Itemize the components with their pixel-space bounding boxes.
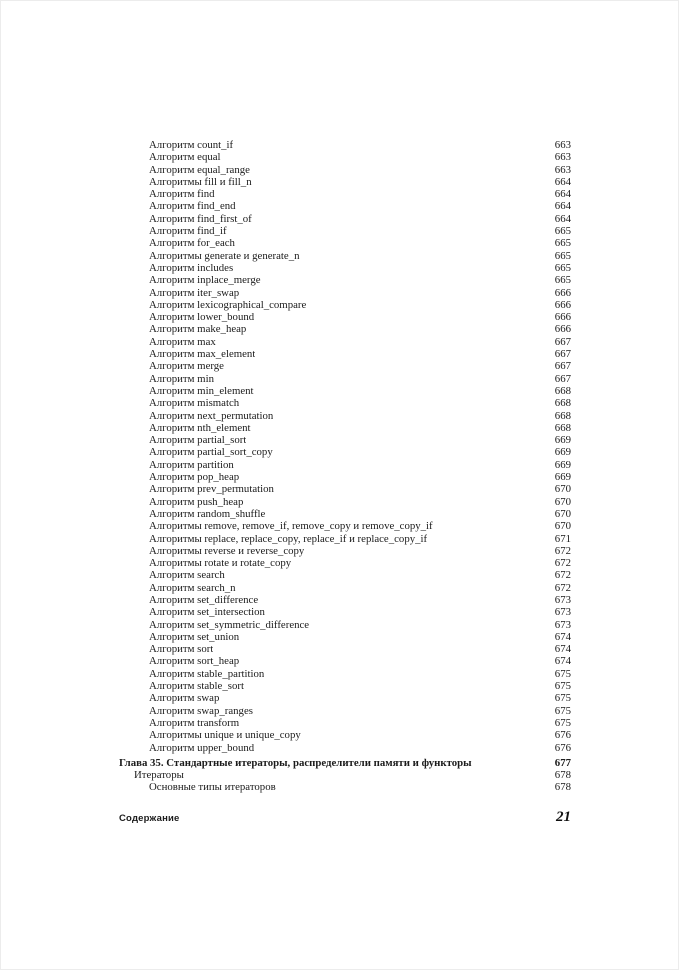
toc-entry-title: Алгоритм next_permutation (149, 409, 274, 422)
toc-entry-title: Алгоритм mismatch (149, 397, 240, 410)
toc-entry (119, 606, 571, 618)
toc-entry (119, 483, 571, 495)
toc-entry-title: Алгоритм find_if (149, 225, 227, 238)
toc-entry (119, 323, 571, 335)
toc-entry-title: Алгоритм lexicographical_compare (149, 298, 307, 311)
toc-entry-title: Алгоритм search (149, 569, 225, 582)
toc-entry-title: Алгоритм set_difference (149, 593, 259, 606)
toc-entry (119, 287, 571, 299)
toc-entry-title: Алгоритм sort_heap (149, 655, 240, 668)
toc-entry-page-number: 664 (554, 175, 571, 188)
toc-entry-title: Алгоритм equal_range (149, 163, 250, 176)
toc-entry-page-number: 666 (554, 286, 571, 299)
toc-entry-page-number: 663 (554, 139, 571, 151)
toc-entry-page-number: 670 (554, 483, 571, 496)
toc-entry-title: Алгоритм prev_permutation (149, 483, 274, 496)
toc-entry-title: Алгоритм for_each (149, 237, 235, 250)
toc-entry-page-number: 665 (554, 274, 571, 287)
toc-entry-page-number: 669 (554, 434, 571, 447)
toc-entry-page-number: 675 (554, 704, 571, 717)
toc-entry (119, 200, 571, 212)
toc-entry-page-number: 671 (554, 532, 571, 545)
toc-entry (119, 769, 571, 781)
toc-entry-title: Алгоритмы fill и fill_n (149, 175, 252, 188)
toc-entry-page-number: 668 (554, 397, 571, 410)
toc-entry-page-number: 675 (554, 680, 571, 693)
toc-entry-title: Алгоритмы unique и unique_copy (149, 729, 301, 742)
toc-entry-title: Алгоритм stable_partition (149, 667, 265, 680)
toc-entry-page-number: 670 (554, 507, 571, 520)
toc-entry (119, 655, 571, 667)
toc-entry (119, 348, 571, 360)
toc-entry (119, 545, 571, 557)
toc-entry-page-number: 678 (554, 781, 571, 794)
toc-entry-page-number: 664 (554, 212, 571, 225)
toc-entry-page-number: 677 (554, 756, 571, 769)
toc-entry-title: Глава 35. Стандартные итераторы, распределители памяти и функторы (119, 756, 472, 769)
toc-entry (119, 237, 571, 249)
toc-entry-title: Алгоритм set_union (149, 630, 240, 643)
toc-entry (119, 569, 571, 581)
toc-entry-page-number: 672 (554, 581, 571, 594)
toc-entry-title: Алгоритм make_heap (149, 323, 247, 336)
toc-entry (119, 594, 571, 606)
toc-entry-title: Алгоритм count_if (149, 139, 234, 151)
toc-entry (119, 643, 571, 655)
toc-entry (119, 139, 571, 151)
toc-entry (119, 471, 571, 483)
toc-entry-title: Алгоритм iter_swap (149, 286, 240, 299)
toc-entry-page-number: 666 (554, 311, 571, 324)
toc-entry (119, 717, 571, 729)
toc-entry-title: Алгоритм swap_ranges (149, 704, 253, 717)
toc-entry (119, 557, 571, 569)
toc-entry-page-number: 665 (554, 237, 571, 250)
toc-entry (119, 705, 571, 717)
toc-entry-page-number: 663 (554, 151, 571, 164)
toc-entry (119, 729, 571, 741)
toc-entry-page-number: 675 (554, 667, 571, 680)
toc-entry (119, 336, 571, 348)
toc-entry (119, 274, 571, 286)
toc-list (119, 139, 571, 794)
toc-entry-title: Алгоритм partition (149, 458, 234, 471)
toc-entry-page-number: 666 (554, 323, 571, 336)
toc-entry-page-number: 673 (554, 593, 571, 606)
toc-entry (119, 397, 571, 409)
toc-entry-page-number: 678 (554, 769, 571, 782)
toc-entry-title: Алгоритм swap (149, 692, 220, 705)
toc-entry (119, 373, 571, 385)
toc-entry (119, 781, 571, 793)
toc-entry-page-number: 672 (554, 544, 571, 557)
toc-entry (119, 508, 571, 520)
toc-entry-page-number: 663 (554, 163, 571, 176)
toc-entry-title: Алгоритм partial_sort_copy (149, 446, 273, 459)
toc-entry-page-number: 667 (554, 360, 571, 373)
toc-entry-page-number: 674 (554, 643, 571, 656)
toc-entry-title: Алгоритм find (149, 188, 215, 201)
toc-entry-title: Алгоритм stable_sort (149, 680, 244, 693)
toc-entry-page-number: 667 (554, 335, 571, 348)
toc-entry (119, 360, 571, 372)
toc-entry-page-number: 675 (554, 692, 571, 705)
toc-entry-page-number: 665 (554, 249, 571, 262)
toc-entry-title: Алгоритм sort (149, 643, 214, 656)
toc-entry (119, 582, 571, 594)
toc-entry-title: Алгоритм find_end (149, 200, 236, 213)
footer-section-title: Содержание (119, 813, 180, 824)
toc-entry-title: Алгоритмы rotate и rotate_copy (149, 557, 292, 570)
toc-entry-title: Алгоритмы generate и generate_n (149, 249, 300, 262)
toc-entry-page-number: 664 (554, 200, 571, 213)
toc-entry-page-number: 664 (554, 188, 571, 201)
toc-entry-title: Алгоритм pop_heap (149, 471, 240, 484)
toc-entry (119, 533, 571, 545)
toc-entry (119, 692, 571, 704)
toc-entry-page-number: 670 (554, 495, 571, 508)
toc-entry-page-number: 672 (554, 569, 571, 582)
toc-entry-page-number: 667 (554, 348, 571, 361)
toc-entry-title: Алгоритм push_heap (149, 495, 244, 508)
toc-entry-title: Алгоритм partial_sort (149, 434, 247, 447)
toc-entry (119, 176, 571, 188)
toc-entry-title: Алгоритм random_shuffle (149, 507, 266, 520)
toc-entry (119, 496, 571, 508)
toc-entry-page-number: 675 (554, 716, 571, 729)
toc-entry-title: Алгоритм equal (149, 151, 221, 164)
toc-entry-page-number: 669 (554, 471, 571, 484)
toc-entry (119, 619, 571, 631)
page-footer (119, 809, 571, 826)
toc-entry-title: Алгоритм set_intersection (149, 606, 265, 619)
toc-entry (119, 188, 571, 200)
toc-entry-page-number: 668 (554, 384, 571, 397)
toc-entry (119, 459, 571, 471)
toc-entry-page-number: 672 (554, 557, 571, 570)
toc-entry-title: Итераторы (134, 769, 184, 782)
toc-entry-page-number: 665 (554, 261, 571, 274)
toc-entry (119, 446, 571, 458)
toc-entry-page-number: 674 (554, 655, 571, 668)
toc-entry-page-number: 676 (554, 729, 571, 742)
toc-entry-page-number: 668 (554, 421, 571, 434)
toc-entry-page-number: 676 (554, 741, 571, 754)
toc-entry-page-number: 669 (554, 458, 571, 471)
toc-entry-page-number: 673 (554, 618, 571, 631)
toc-entry (119, 742, 571, 754)
toc-entry (119, 631, 571, 643)
toc-entry-title: Алгоритм merge (149, 360, 224, 373)
toc-entry-title: Алгоритм upper_bound (149, 741, 255, 754)
toc-entry-title: Алгоритмы replace, replace_copy, replace_if и replace_copy_if (149, 532, 428, 545)
toc-entry (119, 385, 571, 397)
toc-entry (119, 680, 571, 692)
toc-entry-title: Алгоритм lower_bound (149, 311, 255, 324)
toc-entry (119, 434, 571, 446)
toc-entry-title: Основные типы итераторов (149, 781, 276, 794)
toc-entry-page-number: 665 (554, 225, 571, 238)
toc-entry-title: Алгоритм find_first_of (149, 212, 252, 225)
toc-entry-title: Алгоритм includes (149, 261, 234, 274)
toc-entry (119, 164, 571, 176)
toc-entry-title: Алгоритм max (149, 335, 216, 348)
toc-entry (119, 410, 571, 422)
toc-entry (119, 299, 571, 311)
toc-entry (119, 151, 571, 163)
toc-entry (119, 311, 571, 323)
toc-entry (119, 422, 571, 434)
toc-entry-title: Алгоритм inplace_merge (149, 274, 261, 287)
toc-entry (119, 213, 571, 225)
toc-entry-page-number: 669 (554, 446, 571, 459)
toc-entry-page-number: 667 (554, 372, 571, 385)
toc-entry-page-number: 674 (554, 630, 571, 643)
toc-entry-title: Алгоритмы reverse и reverse_copy (149, 544, 305, 557)
toc-entry-title: Алгоритм min (149, 372, 214, 385)
toc-entry (119, 668, 571, 680)
toc-entry (119, 250, 571, 262)
toc-entry (119, 225, 571, 237)
toc-entry-title: Алгоритм transform (149, 716, 240, 729)
toc-entry-page-number: 668 (554, 409, 571, 422)
toc-entry (119, 520, 571, 532)
footer-page-number: 21 (556, 809, 571, 825)
toc-entry-title: Алгоритм set_symmetric_difference (149, 618, 310, 631)
toc-entry-title: Алгоритм nth_element (149, 421, 251, 434)
toc-entry-title: Алгоритм search_n (149, 581, 236, 594)
toc-entry-title: Алгоритм min_element (149, 384, 254, 397)
toc-entry-page-number: 670 (554, 520, 571, 533)
toc-entry-title: Алгоритмы remove, remove_if, remove_copy и remove_copy_if (149, 520, 433, 533)
toc-entry-page-number: 673 (554, 606, 571, 619)
toc-entry-page-number: 666 (554, 298, 571, 311)
toc-entry (119, 757, 571, 769)
toc-entry (119, 262, 571, 274)
toc-entry-title: Алгоритм max_element (149, 348, 256, 361)
